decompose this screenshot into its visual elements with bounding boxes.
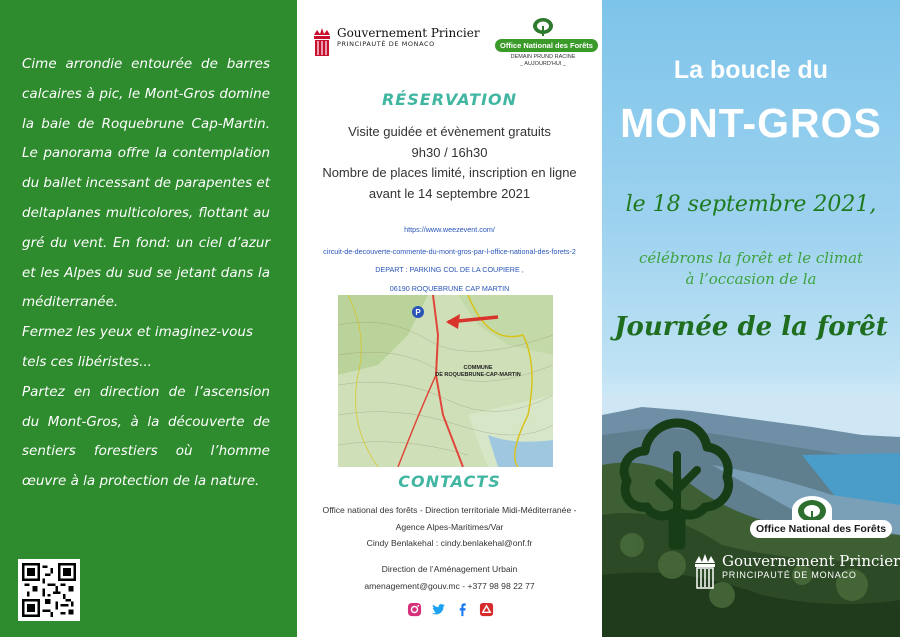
onf-tagline-1: DEMAIN PRUND RACINE bbox=[510, 54, 576, 60]
monaco-app-icon[interactable] bbox=[479, 602, 494, 617]
gov-title: Gouvernement Princier bbox=[337, 26, 480, 40]
onf-tagline-2: _ AUJOURD'HUI _ bbox=[520, 61, 566, 67]
monaco-crown-icon bbox=[311, 26, 333, 58]
description-paragraph-2: Fermez les yeux et imaginez-vous tels ces libéristes... bbox=[22, 324, 254, 370]
description-paragraph-3: Partez en direction de l’ascension du Mont-Gros, à la découverte de sentiers forestiers où l’homme œuvre à la protection de la nature. bbox=[22, 383, 270, 490]
reservation-heading: RÉSERVATION bbox=[381, 90, 518, 109]
map-label-commune-1: COMMUNE bbox=[463, 365, 493, 371]
celebrate-text bbox=[612, 248, 890, 290]
location-map bbox=[338, 295, 553, 467]
gov-subtitle: PRINCIPAUTÉ DE MONACO bbox=[337, 40, 435, 48]
contacts-line-3: Direction de l’Aménagement Urbain bbox=[381, 564, 518, 574]
contacts-line-4[interactable]: amenagement@gouv.mc - +377 98 98 22 77 bbox=[364, 580, 535, 591]
celebrate-line-1: célébrons la forêt et le climat bbox=[638, 249, 864, 267]
description-text bbox=[22, 50, 270, 497]
gouvernement-logo bbox=[311, 26, 480, 58]
instagram-icon[interactable] bbox=[407, 602, 422, 617]
contacts-line-1: Office national des forêts - Direction territoriale Midi-Méditerranée - Agence Alpes-Maritimes/Var bbox=[322, 505, 577, 532]
registration-link-1[interactable]: https://www.weezevent.com/ bbox=[404, 225, 495, 234]
map-label-commune-2: DE ROQUEBRUNE-CAP-MARTIN bbox=[435, 372, 521, 378]
title-line-1: La boucle du bbox=[673, 56, 829, 84]
tree-icon bbox=[532, 18, 554, 36]
right-panel bbox=[602, 0, 900, 637]
gouvernement-logo-white bbox=[692, 552, 900, 590]
gov-title-white: Gouvernement Princier bbox=[722, 552, 900, 570]
reservation-line-2: 9h30 / 16h30 bbox=[411, 144, 488, 160]
left-panel bbox=[0, 0, 297, 637]
contacts-line-2[interactable]: Cindy Benlakehal : cindy.benlakehal@onf.fr bbox=[366, 538, 533, 548]
onf-logo-white bbox=[750, 496, 887, 544]
parking-marker: P bbox=[415, 308, 421, 317]
contacts-urbanism bbox=[317, 561, 582, 594]
event-date: le 18 septembre 2021, bbox=[625, 192, 877, 217]
facebook-icon[interactable] bbox=[455, 602, 470, 617]
gov-subtitle-white: PRINCIPAUTÉ DE MONACO bbox=[722, 570, 857, 580]
celebrate-line-2: à l’occasion de la bbox=[685, 270, 817, 288]
contacts-onf bbox=[317, 502, 582, 552]
event-name: Journée de la forêt bbox=[614, 312, 888, 342]
depart-text: DEPART : PARKING COL DE LA COUPIERE , bbox=[375, 265, 524, 274]
title-line-2: MONT-GROS bbox=[620, 100, 882, 146]
qr-code-icon[interactable] bbox=[18, 559, 80, 621]
social-links bbox=[407, 602, 494, 617]
middle-panel bbox=[297, 0, 602, 637]
monaco-crown-icon bbox=[692, 552, 718, 590]
address-text: 06190 ROQUEBRUNE CAP MARTIN bbox=[389, 284, 510, 293]
onf-name: Office National des Forêts bbox=[495, 39, 598, 52]
reservation-details bbox=[317, 122, 582, 204]
twitter-icon[interactable] bbox=[431, 602, 446, 617]
contacts-heading: CONTACTS bbox=[398, 472, 501, 491]
tree-icon bbox=[617, 415, 737, 550]
reservation-line-3: Nombre de places limité, inscription en ligne avant le 14 septembre 2021 bbox=[322, 165, 577, 201]
registration-link-2[interactable]: circuit-de-decouverte-commente-du-mont-gros-par-l-office-national-des-forets-2 bbox=[323, 247, 576, 256]
onf-badge: Office National des Forêts bbox=[750, 520, 892, 538]
description-paragraph-1: Cime arrondie entourée de barres calcaires à pic, le Mont-Gros domine la baie de Roquebrune Cap-Martin. Le panorama offre la contemplation du ballet incessant de parapentes et deltaplanes multicolores, flottant au gré du vent. En fond: un ciel d’azur et les Alpes du sud se jetant dans la méditerranée. bbox=[22, 56, 270, 311]
onf-logo bbox=[495, 18, 591, 68]
reservation-line-1: Visite guidée et évènement gratuits bbox=[348, 124, 551, 139]
